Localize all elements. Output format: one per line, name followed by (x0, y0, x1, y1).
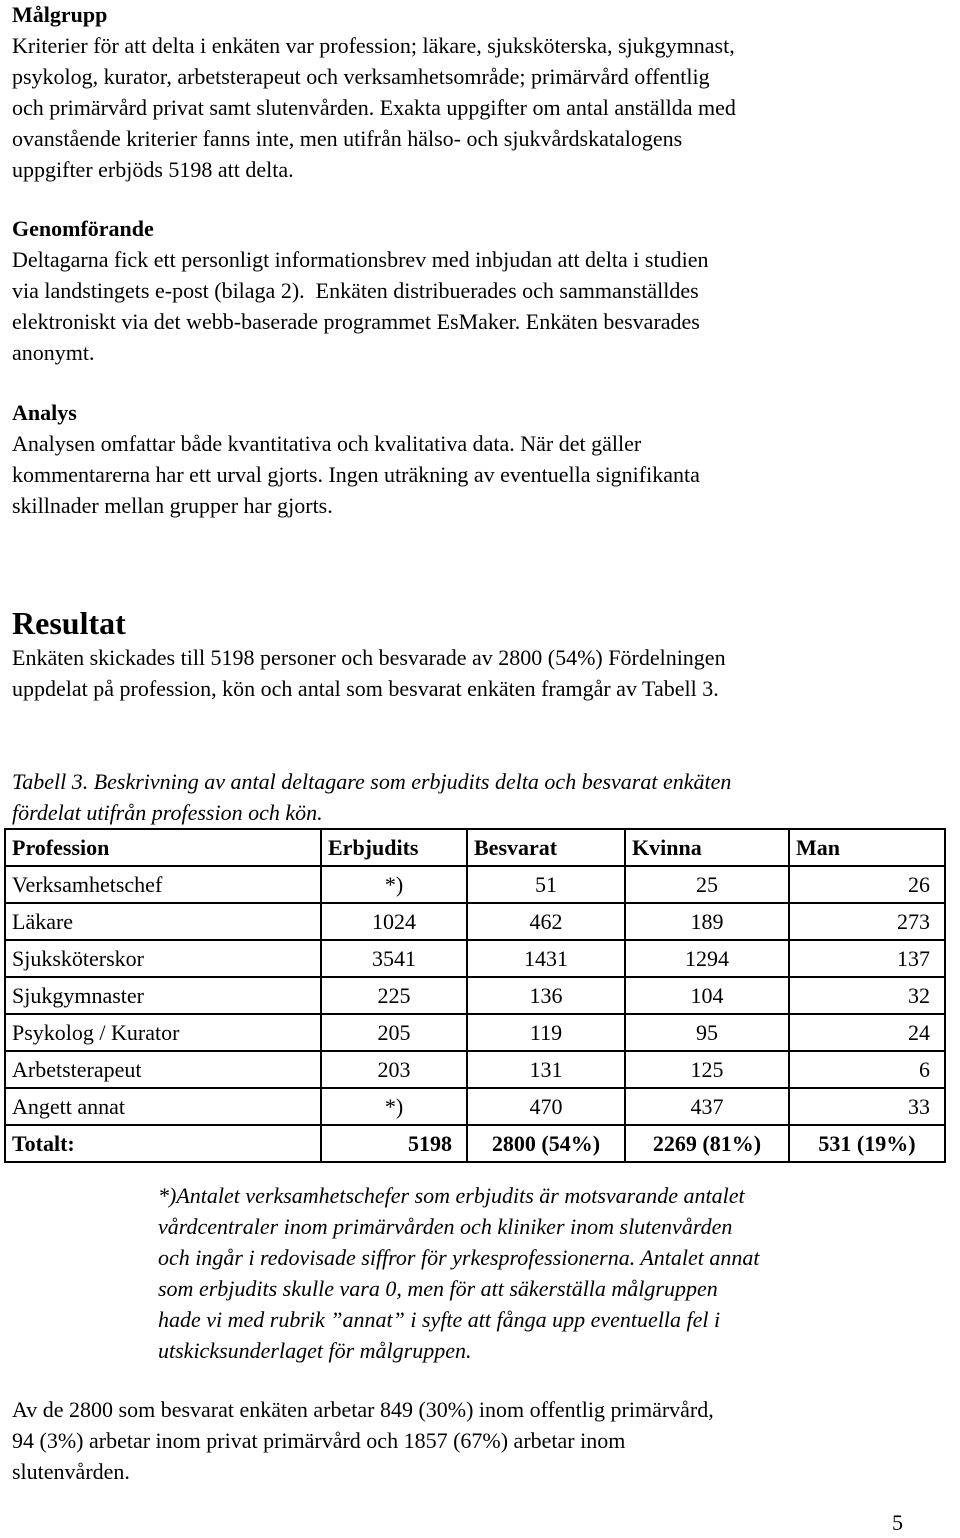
text-line: anonymt. (12, 340, 95, 365)
table-cell: 1024 (321, 903, 467, 940)
text-line: fördelat utifrån profession och kön. (12, 800, 323, 825)
text-line: psykolog, kurator, arbetsterapeut och verksamhetsområde; primärvård offentlig (12, 64, 710, 89)
text-line: Enkäten skickades till 5198 personer och besvarade av 2800 (54%) Fördelningen (12, 645, 726, 670)
table-cell: 26 (789, 866, 945, 903)
text-line: och primärvård privat samt slutenvården. Exakta uppgifter om antal anställda med (12, 95, 736, 120)
text-line: Kriterier för att delta i enkäten var profession; läkare, sjuksköterska, sjukgymnast, (12, 33, 735, 58)
table-cell: Verksamhetschef (5, 866, 321, 903)
page-title: Resultat (12, 605, 126, 641)
table-row (5, 977, 945, 1014)
participants-table (4, 828, 946, 1163)
table-cell: 470 (467, 1088, 625, 1125)
table-cell: 203 (321, 1051, 467, 1088)
text-line: utskicksunderlaget för målgruppen. (158, 1338, 472, 1363)
text-line: som erbjudits skulle vara 0, men för att säkerställa målgruppen (158, 1276, 718, 1301)
page-number: 5 (892, 1510, 903, 1535)
table-cell: Läkare (5, 903, 321, 940)
column-header: Man (789, 829, 945, 866)
table-row (5, 1088, 945, 1125)
text-line: Analysen omfattar både kvantitativa och kvalitativa data. När det gäller (12, 431, 642, 456)
text-line: ovanstående kriterier fanns inte, men utifrån hälso- och sjukvårdskatalogens (12, 126, 683, 151)
table-cell: 33 (789, 1088, 945, 1125)
text-line: kommentarerna har ett urval gjorts. Ingen uträkning av eventuella signifikanta (12, 462, 700, 487)
table-footnote (158, 1180, 898, 1366)
table-cell: 2800 (54%) (467, 1125, 625, 1162)
table-cell: Sjuksköterskor (5, 940, 321, 977)
table-cell: 225 (321, 977, 467, 1014)
text-line: och ingår i redovisade siffror för yrkesprofessionerna. Antalet annat (158, 1245, 760, 1270)
table-cell: 6 (789, 1051, 945, 1088)
table-row (5, 1051, 945, 1088)
text-line: 94 (3%) arbetar inom privat primärvård och 1857 (67%) arbetar inom (12, 1428, 626, 1453)
text-line: Deltagarna fick ett personligt informationsbrev med inbjudan att delta i studien (12, 247, 709, 272)
table-row (5, 940, 945, 977)
table-cell: Angett annat (5, 1088, 321, 1125)
table-row (5, 866, 945, 903)
column-header: Kvinna (625, 829, 789, 866)
text-line: Av de 2800 som besvarat enkäten arbetar 849 (30%) inom offentlig primärvård, (12, 1397, 714, 1422)
paragraph (12, 30, 932, 185)
table-cell: 125 (625, 1051, 789, 1088)
text-line: slutenvården. (12, 1459, 130, 1484)
column-header: Erbjudits (321, 829, 467, 866)
table-cell: Arbetsterapeut (5, 1051, 321, 1088)
table-container (4, 828, 946, 1163)
table-cell: 119 (467, 1014, 625, 1051)
table-cell: 104 (625, 977, 789, 1014)
table-cell: 2269 (81%) (625, 1125, 789, 1162)
table-header-row (5, 829, 945, 866)
text-line: hade vi med rubrik ”annat” i syfte att fånga upp eventuella fel i (158, 1307, 721, 1332)
table-cell: 137 (789, 940, 945, 977)
table-cell: 3541 (321, 940, 467, 977)
table-cell: 131 (467, 1051, 625, 1088)
table-cell: 32 (789, 977, 945, 1014)
table-cell: 24 (789, 1014, 945, 1051)
table-cell: 189 (625, 903, 789, 940)
table-cell: *) (321, 866, 467, 903)
table-cell: *) (321, 1088, 467, 1125)
table-cell: 205 (321, 1014, 467, 1051)
table-cell: 531 (19%) (789, 1125, 945, 1162)
table-cell: 1294 (625, 940, 789, 977)
section-heading: Målgrupp (12, 2, 108, 27)
section-resultat (12, 604, 932, 704)
table-row (5, 903, 945, 940)
section-analys (12, 398, 932, 521)
column-header: Besvarat (467, 829, 625, 866)
table-cell: 5198 (321, 1125, 467, 1162)
column-header: Profession (5, 829, 321, 866)
table-cell: Sjukgymnaster (5, 977, 321, 1014)
text-line: elektroniskt via det webb-baserade programmet EsMaker. Enkäten besvarades (12, 309, 700, 334)
table-cell: 273 (789, 903, 945, 940)
section-heading: Analys (12, 400, 77, 425)
text-line: uppdelat på profession, kön och antal som besvarat enkäten framgår av Tabell 3. (12, 676, 719, 701)
paragraph (12, 642, 932, 704)
section-malgrupp (12, 0, 932, 185)
paragraph (12, 244, 932, 368)
table-cell: 1431 (467, 940, 625, 977)
table-cell: 437 (625, 1088, 789, 1125)
table-total-row (5, 1125, 945, 1162)
text-line: *)Antalet verksamhetschefer som erbjudits är motsvarande antalet (158, 1183, 745, 1208)
section-genomforande (12, 214, 932, 368)
table-cell: 51 (467, 866, 625, 903)
table-caption (12, 766, 932, 828)
text-line: skillnader mellan grupper har gjorts. (12, 493, 333, 518)
text-line: vårdcentraler inom primärvården och kliniker inom slutenvården (158, 1214, 733, 1239)
paragraph (12, 1394, 932, 1487)
section-heading: Genomförande (12, 216, 154, 241)
table-cell: 25 (625, 866, 789, 903)
table-row (5, 1014, 945, 1051)
table-cell: 462 (467, 903, 625, 940)
text-line: Tabell 3. Beskrivning av antal deltagare som erbjudits delta och besvarat enkäten (12, 769, 732, 794)
text-line: uppgifter erbjöds 5198 att delta. (12, 157, 294, 182)
table-cell: Totalt: (5, 1125, 321, 1162)
text-line: via landstingets e-post (bilaga 2). Enkäten distribuerades och sammanställdes (12, 278, 699, 303)
paragraph (12, 428, 932, 521)
table-cell: Psykolog / Kurator (5, 1014, 321, 1051)
table-cell: 95 (625, 1014, 789, 1051)
table-cell: 136 (467, 977, 625, 1014)
